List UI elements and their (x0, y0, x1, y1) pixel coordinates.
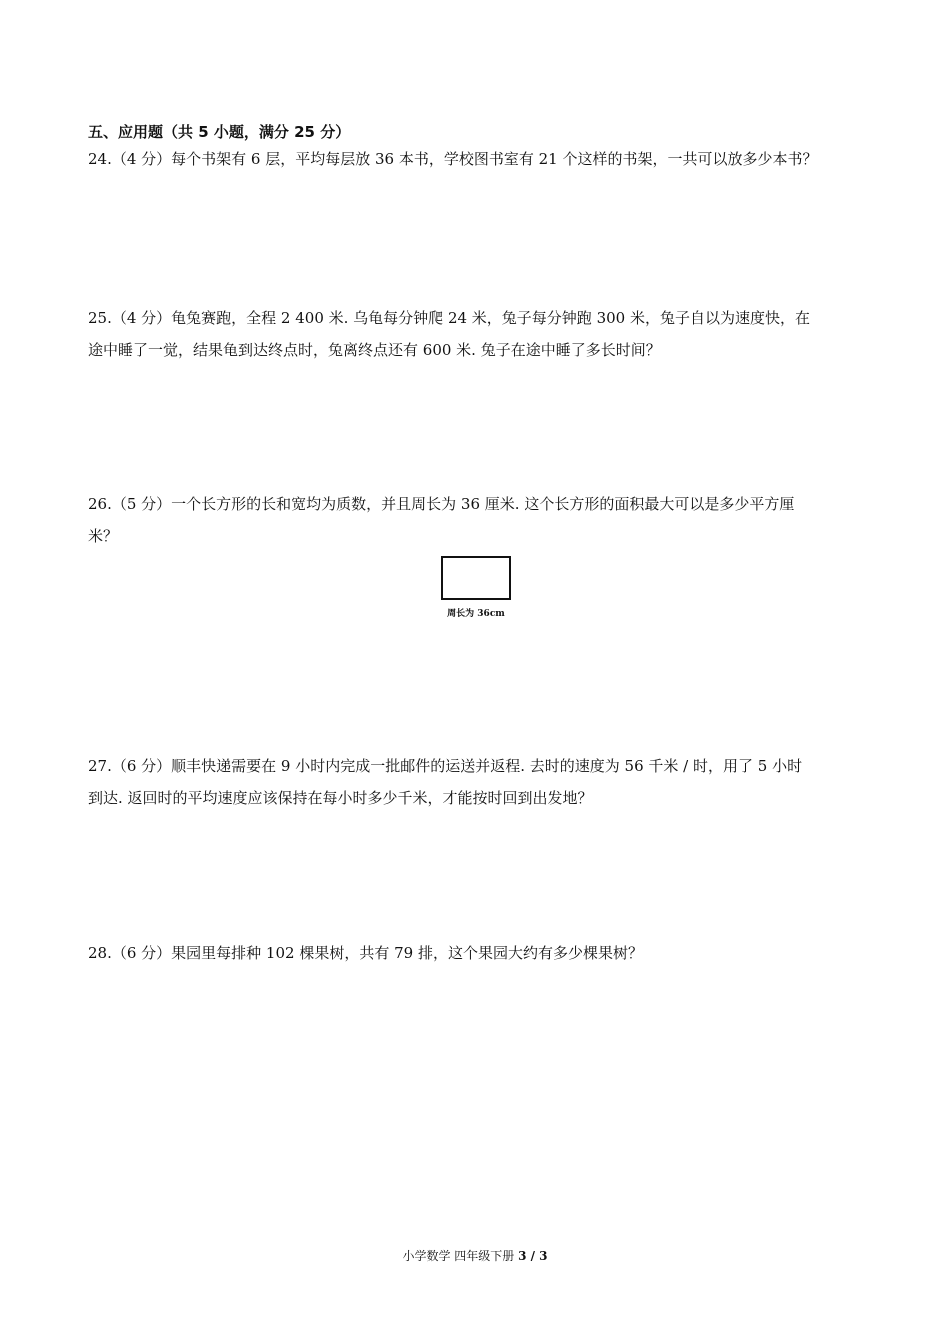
question-26 (88, 488, 864, 552)
page-number: 3 / 3 (518, 1249, 548, 1263)
question-25 (88, 302, 864, 366)
question-line: 27.（6 分）顺丰快递需要在 9 小时内完成一批邮件的运送并返程. 去时的速度为 56 千米 / 时，用了 5 小时 (88, 757, 803, 775)
question-24 (88, 143, 864, 175)
rectangle-figure (441, 556, 511, 600)
question-line: 途中睡了一觉，结果龟到达终点时，兔离终点还有 600 米. 兔子在途中睡了多长时间？ (88, 341, 661, 359)
page-footer (0, 1247, 950, 1264)
question-line: 26.（5 分）一个长方形的长和宽均为质数，并且周长为 36 厘米. 这个长方形的面积最大可以是多少平方厘 (88, 495, 795, 513)
question-28 (88, 937, 864, 969)
question-line: 到达. 返回时的平均速度应该保持在每小时多少千米，才能按时回到出发地？ (88, 789, 593, 807)
question-line: 28.（6 分）果园里每排种 102 棵果树，共有 79 排，这个果园大约有多少棵果树？ (88, 944, 643, 962)
section-title: 五、应用题（共 5 小题，满分 25 分） (88, 123, 351, 141)
question-line: 米？ (88, 527, 119, 545)
question-27 (88, 750, 864, 814)
question-line: 25.（4 分）龟兔赛跑，全程 2 400 米. 乌龟每分钟爬 24 米，兔子每分钟跑 300 米，兔子自以为速度快，在 (88, 309, 810, 327)
footer-text: 小学数学 四年级下册 (402, 1249, 519, 1263)
figure-caption: 周长为 36cm (447, 609, 505, 619)
question-line: 24.（4 分）每个书架有 6 层，平均每层放 36 本书，学校图书室有 21 个这样的书架，一共可以放多少本书？ (88, 150, 818, 168)
